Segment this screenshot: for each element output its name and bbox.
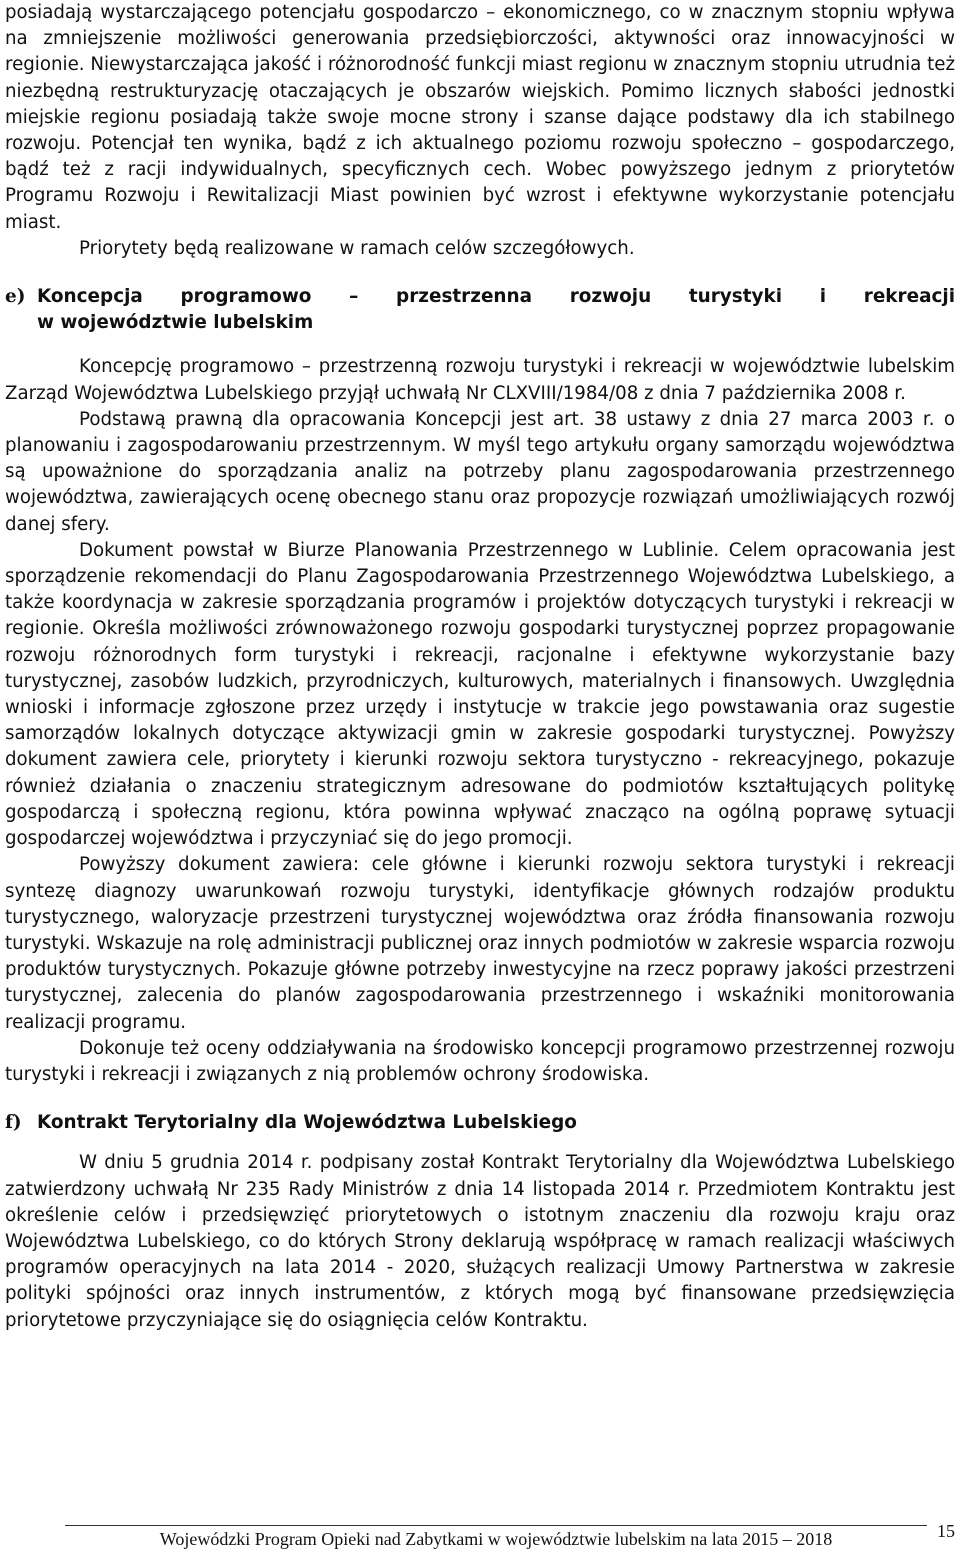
section-f-heading [5, 1110, 955, 1136]
page-number: 15 [937, 1521, 955, 1541]
page-body [5, 0, 955, 1334]
section-e-paragraph-4: Powyższy dokument zawiera: cele główne i kierunki rozwoju sektora turystyki i rekreacji syntezę diagnozy uwarunkowań rozwoju turystyki, identyfikacje głównych rodzajów produktu turystycznego, waloryzacje przestrzeni turystycznej województwa oraz źródła finansowania rozwoju turystyki. Wskazuje na rolę administracji publicznej oraz innych podmiotów w zakresie wsparcia rozwoju produktów turystycznych. Pokazuje główne potrzeby inwestycyjne na rzecz poprawy jakości przestrzeni turystycznej, zalecenia do planów zagospodarowania przestrzennego i wskaźniki monitorowania realizacji programu. [5, 854, 955, 1033]
section-e-paragraph-5: Dokonuje też oceny oddziaływania na środowisko koncepcji programowo przestrzennej rozwoju turystyki i rekreacji i związanych z nią problemów ochrony środowiska. [5, 1037, 955, 1085]
section-e-letter: e) [5, 286, 26, 308]
section-e-title-line1: Koncepcja programowo – przestrzenna rozwoju turystyki i rekreacji [37, 286, 955, 308]
section-e-paragraph-2: Podstawą prawną dla opracowania Koncepcji jest art. 38 ustawy z dnia 27 marca 2003 r. o planowaniu i zagospodarowaniu przestrzennym. W myśl tego artykułu organy samorządu województwa są upoważnione do sporządzania analiz na potrzeby planu zagospodarowania przestrzennego województwa, zawierających ocenę obecnego stanu oraz propozycje rozwiązań umożliwiających rozwój danej sfery. [5, 408, 955, 535]
section-e-title-line2: w województwie lubelskim [37, 312, 314, 334]
intro-paragraph-2: Priorytety będą realizowane w ramach celów szczegółowych. [79, 237, 635, 259]
section-f-title: Kontrakt Terytorialny dla Województwa Lubelskiego [37, 1112, 577, 1134]
section-e-title [37, 284, 955, 336]
section-f-letter: f) [5, 1112, 22, 1134]
section-f-paragraph-1: W dniu 5 grudnia 2014 r. podpisany został Kontrakt Terytorialny dla Województwa Lubelskiego zatwierdzony uchwałą Nr 235 Rady Ministrów z dnia 14 listopada 2014 r. Przedmiotem Kontraktu jest określenie celów i przedsięwzięć priorytetowych o istotnym znaczeniu dla rozwoju kraju oraz Województwa Lubelskiego, co do których Strony deklarują współpracę w ramach realizacji właściwych programów operacyjnych na lata 2014 - 2020, służących realizacji Umowy Partnerstwa w zakresie polityki spójności oraz innych instrumentów, z których mogą być finansowane przedsięwzięcia priorytetowe przyczyniające się do osiągnięcia celów Kontraktu. [5, 1152, 955, 1331]
section-e-paragraph-1: Koncepcję programowo – przestrzenną rozwoju turystyki i rekreacji w województwie lubelskim Zarząd Województwa Lubelskiego przyjął uchwałą Nr CLXVIII/1984/08 z dnia 7 października 2008 r. [5, 356, 955, 404]
section-e-paragraph-3: Dokument powstał w Biurze Planowania Przestrzennego w Lublinie. Celem opracowania jest sporządzenie rekomendacji do Planu Zagospodarowania Przestrzennego Województwa Lubelskiego, a także koordynacja w zakresie sporządzania programów i projektów dotyczących turystyki i rekreacji w regionie. Określa możliwości zrównoważonego rozwoju gospodarki turystycznej poprzez propagowanie rozwoju różnorodnych form turystyki i rekreacji, racjonalne i efektywne wykorzystanie bazy turystycznej, zasobów ludzkich, przyrodniczych, kulturowych, materialnych i finansowych. Uwzględnia wnioski i informacje zgłoszone przez urzędy i instytucje w trakcie jego powstawania oraz sugestie samorządów lokalnych dotyczące aktywizacji gmin w zakresie gospodarki turystycznej. Powyższy dokument zawiera cele, priorytety i kierunki rozwoju sektora turystyczno - rekreacyjnego, pokazuje również działania o znaczeniu strategicznym adresowane do podmiotów kształtujących politykę gospodarczą i społeczną regionu, która powinna wpływać znacząco na ogólną poprawę sytuacji gospodarczej województwa i przyczyniać się do jego promocji. [5, 539, 955, 850]
intro-paragraph-1: posiadają wystarczającego potencjału gospodarczo – ekonomicznego, co w znacznym stopniu wpływa na zmniejszenie możliwości generowania przedsiębiorczości, aktywności oraz innowacyjności w regionie. Niewystarczająca jakość i różnorodność funkcji miast regionu w znacznym stopniu utrudnia też niezbędną restrukturyzację otaczających je obszarów wiejskich. Pomimo licznych słabości jednostki miejskie regionu posiadają także swoje mocne strony i szanse dające podstawy dla ich stabilnego rozwoju. Potencjał ten wynika, bądź z ich aktualnego poziomu rozwoju społeczno – gospodarczego, bądź też z racji indywidualnych, specyficznych cech. Wobec powyższego jednym z priorytetów Programu Rozwoju i Rewitalizacji Miast powinien być wzrost i efektywne wykorzystanie potencjału miast. [5, 2, 955, 233]
footer-rule [65, 1525, 927, 1526]
page-footer [5, 1521, 955, 1553]
footer-title: Wojewódzki Program Opieki nad Zabytkami w województwie lubelskim na lata 2015 – 2018 [159, 1529, 833, 1549]
section-e-heading [5, 284, 955, 336]
